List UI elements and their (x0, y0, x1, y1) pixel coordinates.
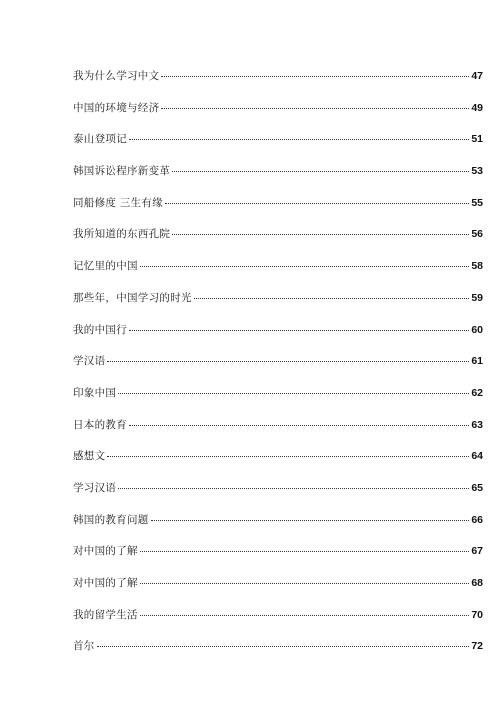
toc-entry-page-number: 47 (471, 70, 483, 82)
toc-entry-page-number: 66 (471, 513, 483, 526)
toc-entry-page-number: 56 (471, 228, 483, 241)
toc-entry-page-number: 61 (471, 355, 483, 368)
toc-entry-page-number: 59 (471, 291, 483, 304)
toc-entry-page-number: 60 (471, 323, 483, 336)
dot-leader (140, 266, 470, 267)
dot-leader (118, 393, 469, 394)
toc-entry-title: 印象中国 (73, 386, 117, 399)
toc-entry-title: 记忆里的中国 (73, 260, 138, 273)
toc-entry-title: 韩国诉讼程序新变革 (73, 165, 171, 178)
toc-entry-title: 那些年，中国学习的时光 (73, 291, 192, 304)
toc-entry-title: 学习汉语 (73, 481, 117, 494)
dot-leader (161, 76, 469, 77)
toc-entry-page-number: 63 (471, 418, 483, 431)
dot-leader (140, 583, 470, 584)
dot-leader (140, 615, 470, 616)
table-of-contents (73, 68, 483, 670)
toc-entry-page-number: 72 (471, 640, 483, 653)
toc-entry-page-number: 64 (471, 450, 483, 463)
toc-entry[interactable] (73, 543, 483, 575)
dot-leader (172, 234, 469, 235)
toc-entry[interactable] (73, 607, 483, 639)
toc-entry[interactable] (73, 638, 483, 670)
toc-entry-title: 同船修度 三生有缘 (73, 196, 164, 209)
dot-leader (161, 108, 469, 109)
toc-entry[interactable] (73, 353, 483, 385)
dot-leader (129, 330, 469, 331)
toc-entry[interactable] (73, 322, 483, 354)
toc-entry[interactable] (73, 226, 483, 258)
toc-entry-page-number: 70 (471, 608, 483, 621)
dot-leader (118, 488, 469, 489)
dot-leader (194, 298, 470, 299)
dot-leader (97, 646, 470, 647)
toc-entry-page-number: 67 (471, 545, 483, 558)
dot-leader (140, 551, 470, 552)
dot-leader (129, 139, 469, 140)
toc-entry-title: 我的留学生活 (73, 608, 138, 621)
toc-entry-title: 我为什么学习中文 (73, 70, 160, 82)
toc-entry-title: 中国的环境与经济 (73, 101, 160, 114)
toc-entry[interactable] (73, 163, 483, 195)
toc-entry[interactable] (73, 68, 483, 100)
toc-entry[interactable] (73, 512, 483, 544)
toc-entry-title: 泰山登项记 (73, 133, 127, 146)
toc-entry[interactable] (73, 480, 483, 512)
toc-entry[interactable] (73, 385, 483, 417)
toc-entry-page-number: 65 (471, 481, 483, 494)
dot-leader (165, 203, 469, 204)
toc-entry-title: 对中国的了解 (73, 545, 138, 558)
toc-entry-title: 学汉语 (73, 355, 106, 368)
toc-entry-page-number: 53 (471, 165, 483, 178)
toc-entry-page-number: 58 (471, 260, 483, 273)
toc-entry[interactable] (73, 131, 483, 163)
toc-entry-page-number: 68 (471, 577, 483, 589)
toc-entry[interactable] (73, 100, 483, 132)
toc-entry-page-number: 51 (471, 133, 483, 146)
toc-entry[interactable] (73, 195, 483, 227)
dot-leader (107, 361, 469, 362)
toc-entry-page-number: 49 (471, 101, 483, 114)
toc-entry-page-number: 62 (471, 386, 483, 399)
toc-entry[interactable] (73, 290, 483, 322)
toc-entry-title: 韩国的教育问题 (73, 513, 149, 526)
toc-entry-title: 日本的教育 (73, 418, 127, 431)
toc-entry-title: 首尔 (73, 640, 95, 653)
dot-leader (151, 520, 470, 521)
toc-entry[interactable] (73, 417, 483, 449)
toc-entry[interactable] (73, 258, 483, 290)
dot-leader (129, 425, 469, 426)
toc-entry-title: 对中国的了解 (73, 577, 138, 589)
toc-entry-title: 我的中国行 (73, 323, 127, 336)
toc-entry[interactable] (73, 448, 483, 480)
toc-entry[interactable] (73, 575, 483, 607)
dot-leader (107, 456, 469, 457)
toc-entry-page-number: 55 (471, 196, 483, 209)
toc-entry-title: 我所知道的东西孔院 (73, 228, 171, 241)
dot-leader (172, 171, 469, 172)
toc-entry-title: 感想文 (73, 450, 106, 463)
